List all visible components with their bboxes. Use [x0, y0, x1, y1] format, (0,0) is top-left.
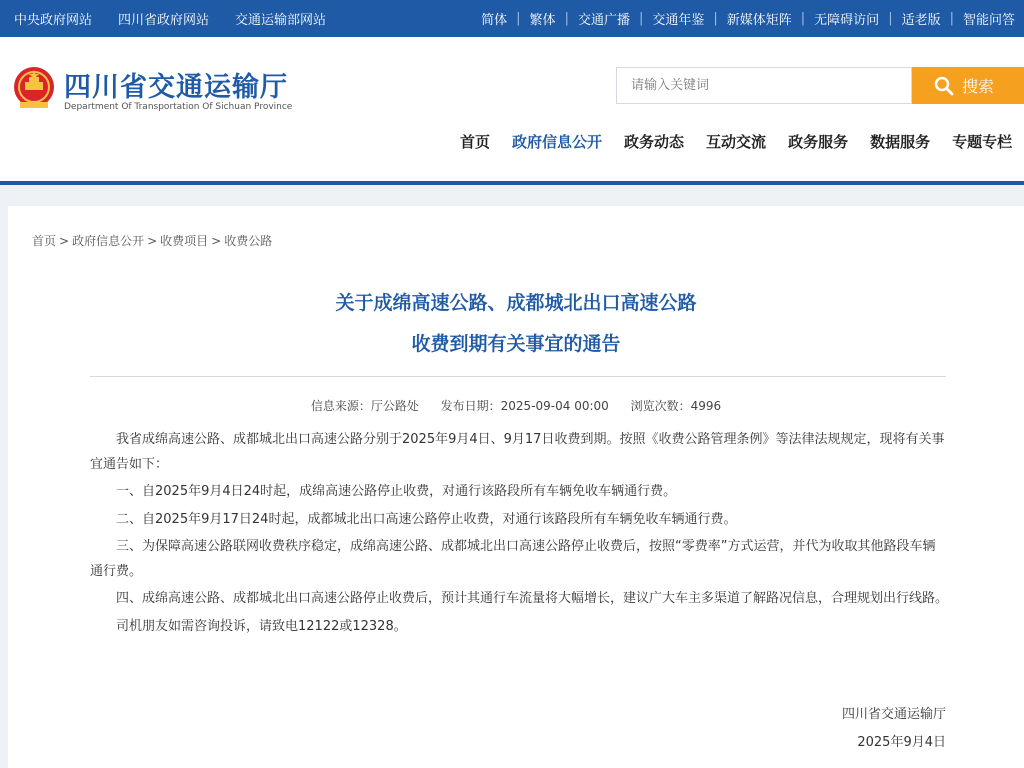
nav-gov-news[interactable]: 政务动态: [624, 133, 685, 151]
article-signature: 四川省交通运输厅: [841, 707, 946, 722]
link-accessibility[interactable]: 无障碍访问: [814, 13, 880, 28]
top-left-links: [14, 0, 352, 37]
article-sign-date: 2025年9月4日: [857, 735, 946, 750]
breadcrumb-separator: >: [147, 234, 158, 248]
separator: |: [800, 11, 806, 26]
search-button[interactable]: [912, 67, 1024, 104]
separator: |: [888, 11, 893, 26]
top-bar: [0, 0, 1024, 37]
article-paragraph: 一、自2025年9月4日24时起，成绵高速公路停止收费，对通行该路段所有车辆免收车辆通行费。: [116, 484, 677, 499]
article-paragraph: 司机朋友如需咨询投诉，请致电12122或12328。: [116, 618, 407, 634]
search-button-label: 搜索: [962, 77, 995, 96]
site-subtitle: Department Of Transportation Of Sichuan Province: [64, 102, 293, 112]
breadcrumb-home[interactable]: 首页: [32, 234, 57, 248]
article-paragraph: 二、自2025年9月17日24时起，成都城北出口高速公路停止收费，对通行该路段所有车辆免收车辆通行费。: [116, 511, 737, 527]
link-mot[interactable]: 交通运输部网站: [235, 13, 327, 28]
nav-home[interactable]: 首页: [460, 133, 491, 151]
link-elderly-mode[interactable]: 适老版: [901, 13, 941, 28]
article-views: 浏览次数：4996: [630, 399, 722, 413]
link-central-gov[interactable]: 中央政府网站: [14, 13, 93, 28]
link-smart-qa[interactable]: 智能问答: [962, 13, 1015, 28]
article-paragraph: 三、为保障高速公路联网收费秩序稳定，成绵高速公路、成都城北出口高速公路停止收费后，按照“零费率”方式运营，并代为收取其他路段车辆通行费。: [90, 539, 936, 579]
link-new-media[interactable]: 新媒体矩阵: [726, 13, 792, 28]
link-traditional[interactable]: 繁体: [529, 13, 556, 28]
article-source: 信息来源：厅公路处: [310, 399, 419, 413]
article-body: [90, 428, 948, 642]
nav-gov-service[interactable]: 政务服务: [788, 133, 849, 151]
header-divider: [0, 181, 1024, 185]
search-icon: [934, 76, 954, 96]
search-input[interactable]: [616, 67, 912, 104]
nav-special-topics[interactable]: 专题专栏: [952, 133, 1013, 151]
breadcrumb-gov-info[interactable]: 政府信息公开: [72, 234, 145, 248]
main-nav: [460, 131, 1024, 152]
article-paragraph: 我省成绵高速公路、成都城北出口高速公路分别于2025年9月4日、9月17日收费到期。按照《收费公路管理条例》等法律法规规定，现将有关事宜通告如下：: [90, 432, 945, 472]
breadcrumb-separator: >: [59, 234, 70, 248]
separator: |: [638, 11, 644, 26]
site-title: 四川省交通运输厅: [64, 72, 288, 103]
article-date: 发布日期：2025-09-04 00:00: [440, 399, 609, 413]
article-panel: [8, 206, 1024, 768]
separator: |: [516, 11, 521, 26]
separator: |: [564, 11, 569, 26]
article-title-line2: 收费到期有关事宜的通告: [411, 333, 621, 355]
separator: |: [713, 11, 718, 26]
link-sichuan-gov[interactable]: 四川省政府网站: [118, 13, 210, 28]
nav-interaction[interactable]: 互动交流: [706, 133, 767, 151]
title-divider: [90, 376, 946, 377]
link-simplified[interactable]: 简体: [481, 13, 508, 28]
breadcrumb-toll-projects[interactable]: 收费项目: [160, 234, 209, 248]
breadcrumb: [32, 232, 272, 249]
nav-data-service[interactable]: 数据服务: [870, 133, 931, 151]
top-right-links: [472, 0, 1024, 37]
separator: |: [949, 11, 954, 26]
breadcrumb-separator: >: [211, 234, 222, 248]
site-header: [0, 37, 1024, 181]
article-paragraph: 四、成绵高速公路、成都城北出口高速公路停止收费后，预计其通行车流量将大幅增长，建议广大车主多渠道了解路况信息，合理规划出行线路。: [116, 591, 949, 606]
national-emblem-icon: [12, 65, 56, 111]
article-meta: [8, 397, 1024, 414]
nav-gov-info[interactable]: 政府信息公开: [512, 133, 603, 151]
article-title-line1: 关于成绵高速公路、成都城北出口高速公路: [335, 292, 697, 314]
breadcrumb-toll-roads[interactable]: 收费公路: [224, 234, 273, 248]
link-traffic-radio[interactable]: 交通广播: [577, 13, 630, 28]
link-yearbook[interactable]: 交通年鉴: [652, 13, 705, 28]
